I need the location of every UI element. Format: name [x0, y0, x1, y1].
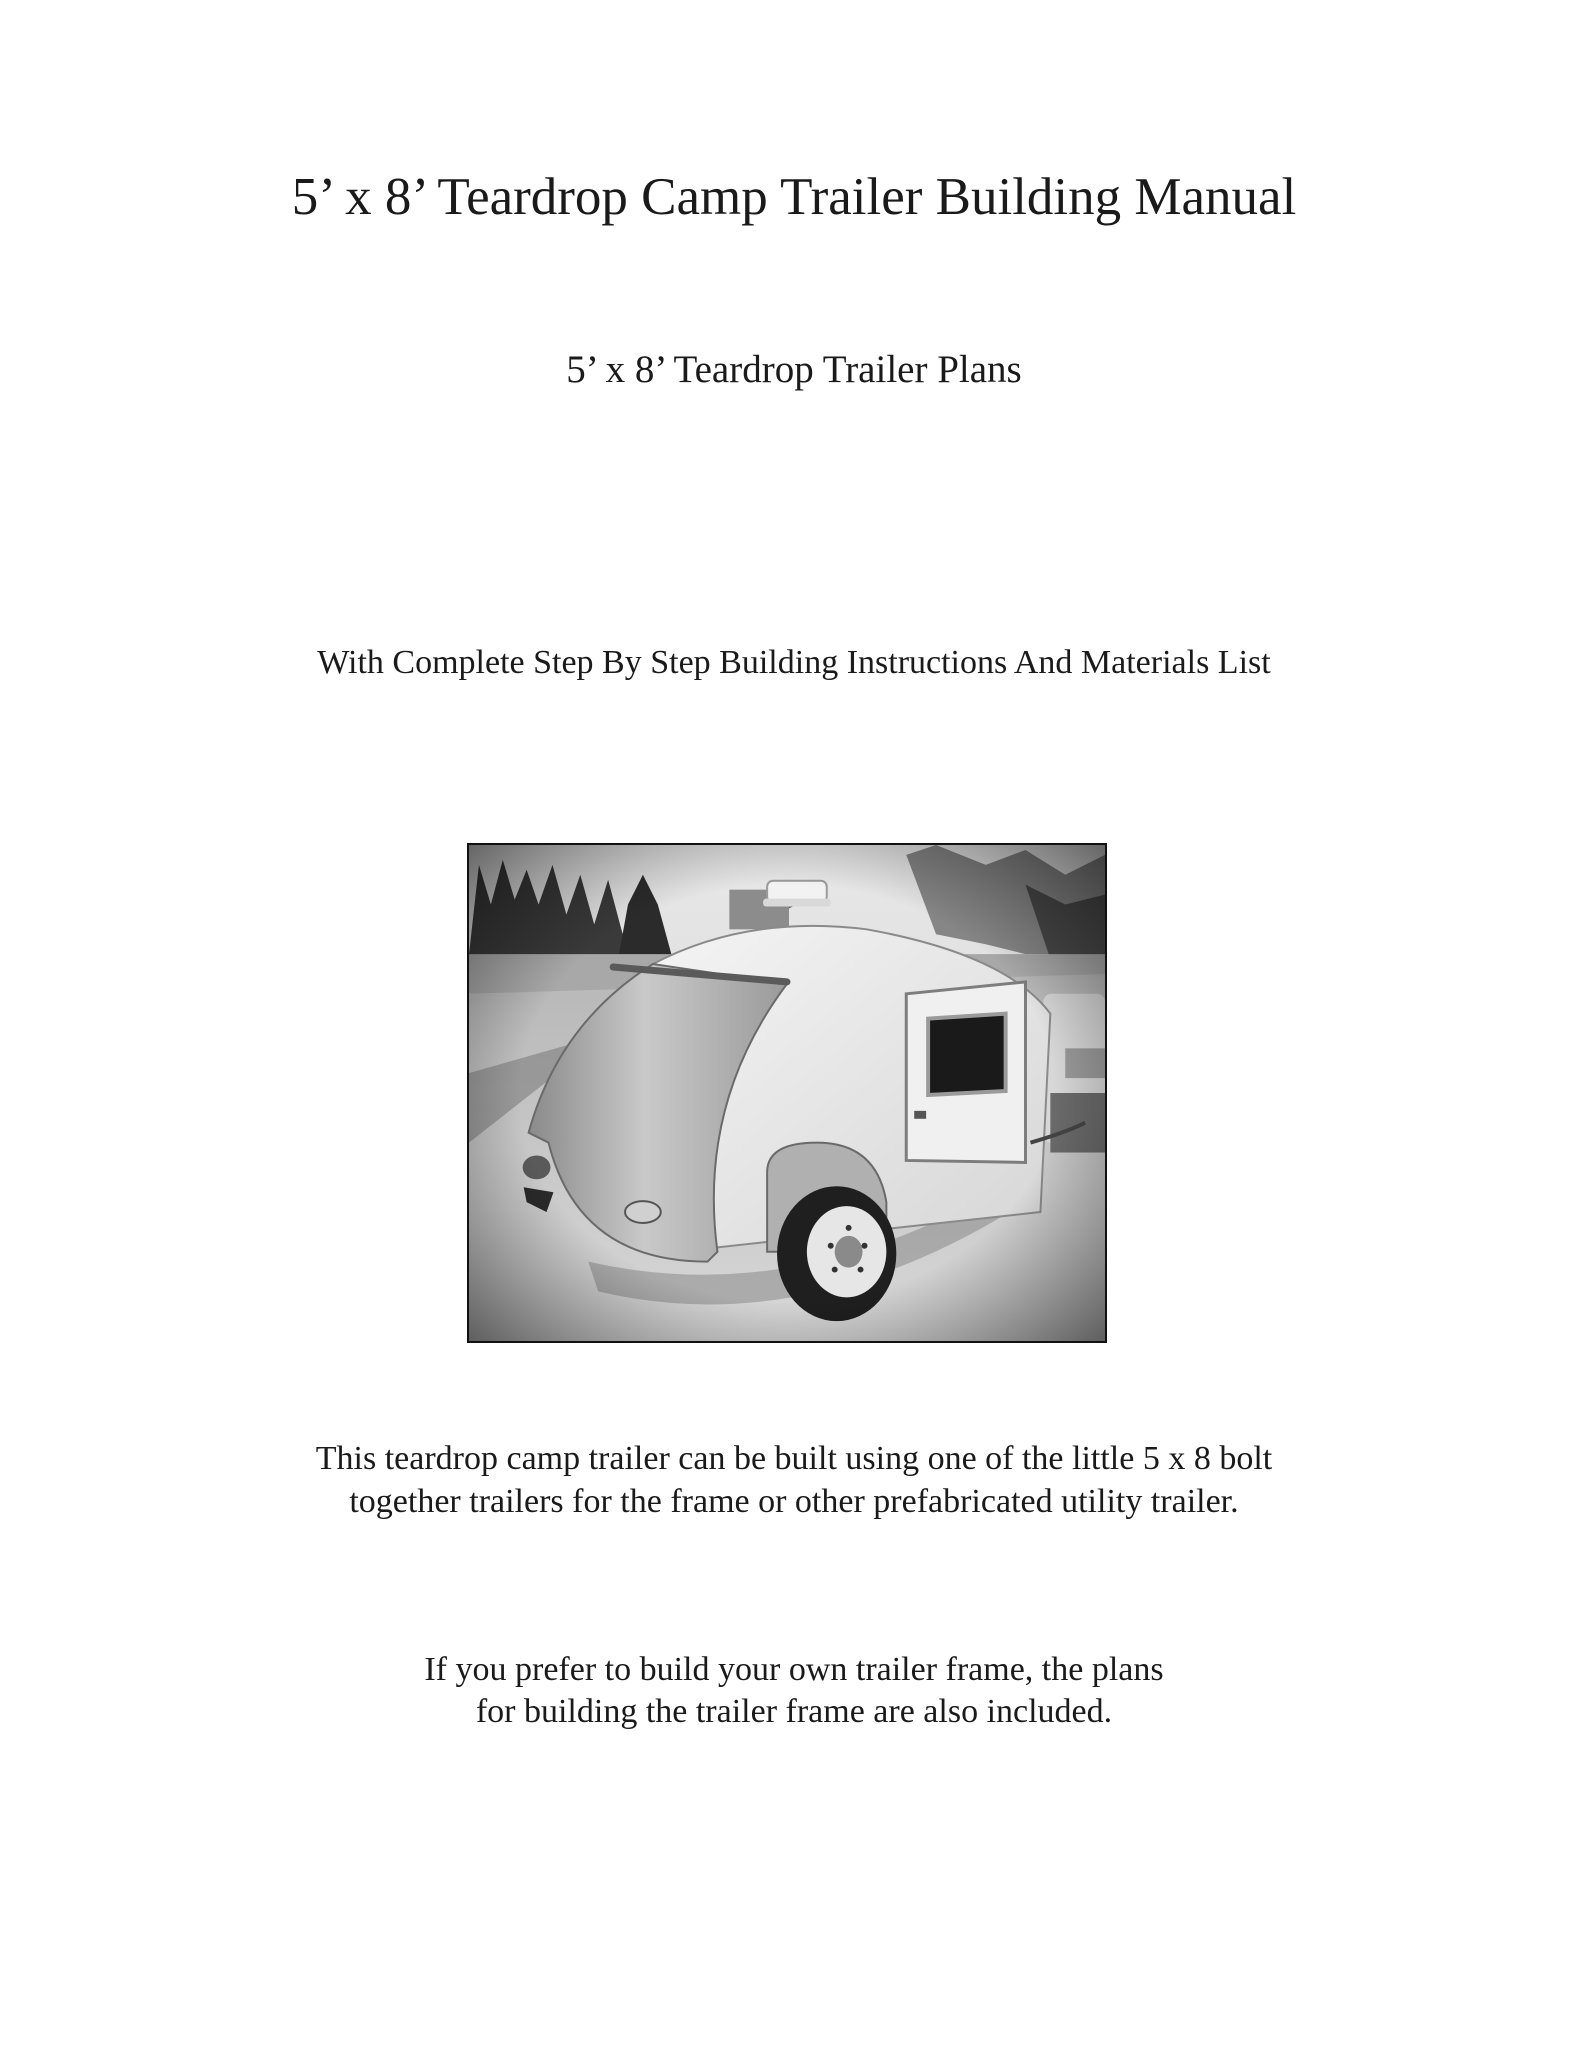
trailer-illustration [469, 845, 1105, 1341]
page-title: 5’ x 8’ Teardrop Camp Trailer Building Manual [291, 168, 1297, 226]
note-line-2: for building the trailer frame are also included. [475, 1693, 1113, 1730]
tagline: With Complete Step By Step Building Instructions And Materials List [317, 644, 1271, 681]
description-line-1: This teardrop camp trailer can be built using one of the little 5 x 8 bolt [315, 1440, 1273, 1477]
page-subtitle: 5’ x 8’ Teardrop Trailer Plans [566, 348, 1022, 391]
vignette [469, 845, 1105, 1341]
teardrop-trailer-photo [467, 843, 1107, 1343]
note-line-1: If you prefer to build your own trailer frame, the plans [424, 1651, 1164, 1688]
description-line-2: together trailers for the frame or other prefabricated utility trailer. [349, 1483, 1239, 1520]
